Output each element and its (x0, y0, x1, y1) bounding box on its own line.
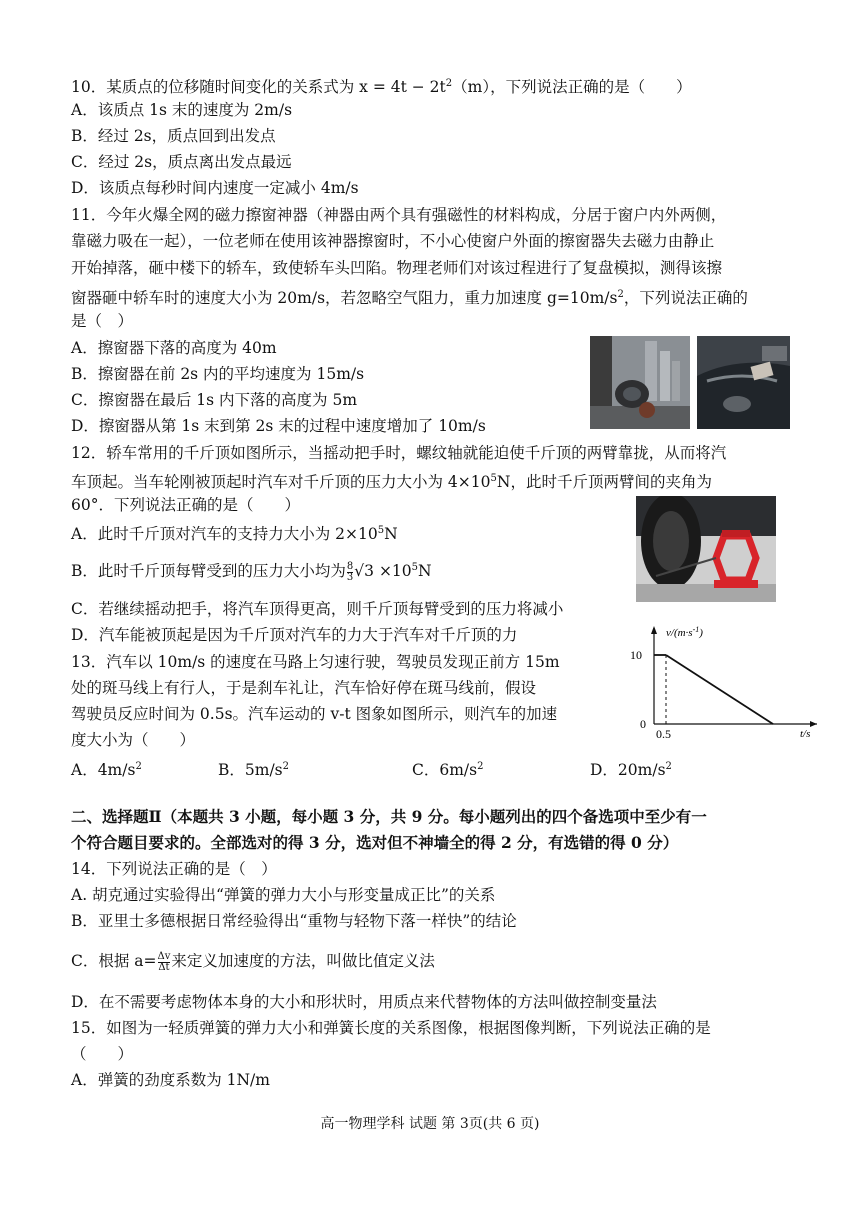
page-footer: 高一物理学科 试题 第 3页(共 6 页) (320, 1116, 540, 1132)
q12-option-a: A．此时千斤顶对汽车的支持力大小为 $2\times 10^5N$ (71, 525, 398, 544)
v-tick-10: 10 (630, 648, 642, 662)
section2-title-line2: 个符合题目要求的。全部选对的得 3 分，选对但不神墙全的得 2 分，有选错的得 0 分） (71, 833, 679, 852)
q14-option-c: C．根据 a= $\frac{\Delta v}{\Delta t}$ 来定义加速度的方法，叫做比值定义法 (71, 950, 435, 973)
window-cleaner-photo (590, 336, 690, 429)
section2-title-line1: 二、选择题Ⅱ（本题共 3 小题，每小题 3 分，共 9 分。每小题列出的四个备选项中至少有一 (71, 807, 707, 826)
q13-stem-line2: 处的斑马线上有行人，于是刹车礼让，汽车恰好停在斑马线前，假设 (71, 679, 537, 697)
v-axis-label: $v/(m\cdot s^{-1})$ (666, 625, 703, 639)
t-tick-0.5: 0.5 (656, 727, 671, 741)
q13-option-c: C．$6m/s^2$ (412, 761, 484, 780)
q13-options (71, 756, 672, 781)
q10-option-c: C．经过 2s，质点离出发点最远 (71, 153, 292, 171)
q14-option-b: B．亚里士多德根据日常经验得出“重物与轻物下落一样快”的结论 (71, 912, 517, 930)
q11-stem-line3: 开始掉落，砸中楼下的轿车，致使轿车头凹陷。物理老师们对该过程进行了复盘模拟，测得该擦 (71, 259, 723, 277)
q14-option-a: A. 胡克通过实验得出“弹簧的弹力大小与形变量成正比”的关系 (71, 886, 496, 904)
vt-graph (612, 620, 822, 742)
q13-option-d: D．$20m/s^2$ (590, 761, 672, 780)
damaged-car-photo (697, 336, 790, 429)
q10-option-d: D．该质点每秒时间内速度一定减小 4m/s (71, 179, 359, 197)
q11-stem-line1: 11．今年火爆全网的磁力擦窗神器（神器由两个具有强磁性的材料构成，分居于窗户内外两侧， (71, 206, 727, 224)
q11-stem-line2: 靠磁力吸在一起），一位老师在使用该神器擦窗时，不小心使窗户外面的擦窗器失去磁力由静止 (71, 232, 715, 250)
q11-stem-line5: 是（ ） (71, 312, 134, 330)
q13-option-b: B．$5m/s^2$ (218, 761, 290, 780)
q11-option-b: B．擦窗器在前 2s 内的平均速度为 15m/s (71, 365, 365, 383)
q12-option-b: B．此时千斤顶每臂受到的压力大小均为 $\frac{8}{3}$ $√3 \times 10^5N$ (71, 560, 432, 583)
q10-option-b: B．经过 2s，质点回到出发点 (71, 127, 276, 145)
car-jack-photo (636, 496, 776, 602)
q12-stem-line1: 12．轿车常用的千斤顶如图所示，当摇动把手时，螺纹轴就能迫使千斤顶的两臂靠拢，从而将汽 (71, 444, 727, 462)
q12-stem-line2: 车顶起。当车轮刚被顶起时汽车对千斤顶的压力大小为 $4\times 10^5N$，此时千斤顶两臂间的夹角为 (71, 473, 712, 492)
fraction-8-3: $\frac{8}{3}$ (346, 560, 354, 583)
q15-option-a: A．弹簧的劲度系数为 1N/m (71, 1071, 270, 1089)
origin-label: 0 (640, 717, 646, 731)
q14-stem: 14．下列说法正确的是（ ） (71, 860, 277, 878)
q12-option-c: C．若继续摇动把手，将汽车顶得更高，则千斤顶每臂受到的压力将减小 (71, 600, 564, 618)
q13-stem-line1: 13．汽车以 10m/s 的速度在马路上匀速行驶，驾驶员发现正前方 15m (71, 653, 560, 671)
q11-stem-line4: 窗器砸中轿车时的速度大小为 20m/s，若忽略空气阻力，重力加速度 $g=10m/s^2$，下列说法正确的 (71, 289, 748, 308)
q12-stem-line3: 60°．下列说法正确的是（ ） (71, 496, 300, 514)
q13-stem-line3: 驾驶员反应时间为 0.5s。汽车运动的 v-t 图象如图所示，则汽车的加速 (71, 705, 558, 723)
fraction-dv-dt: $\frac{\Delta v}{\Delta t}$ (157, 950, 171, 973)
q11-option-d: D．擦窗器从第 1s 末到第 2s 末的过程中速度增加了 10m/s (71, 417, 486, 435)
q11-option-c: C．擦窗器在最后 1s 内下落的高度为 5m (71, 391, 358, 409)
q10-option-a: A．该质点 1s 末的速度为 2m/s (71, 101, 293, 119)
q15-stem-line1: 15．如图为一轻质弹簧的弹力大小和弹簧长度的关系图像，根据图像判断，下列说法正确的是 (71, 1019, 711, 1037)
q11-option-a: A．擦窗器下落的高度为 40m (71, 339, 277, 357)
braking-segment (666, 655, 773, 724)
q15-stem-line2: （ ） (71, 1045, 134, 1063)
q10-stem: 10．某质点的位移随时间变化的关系式为 $x = 4t - 2t^2(m)$，下列说法正确的是（ ） (71, 78, 692, 97)
q13-stem-line4: 度大小为（ ） (71, 731, 196, 749)
q13-option-a: A．$4m/s^2$ (71, 761, 142, 780)
q14-option-d: D．在不需要考虑物体本身的大小和形状时，用质点来代替物体的方法叫做控制变量法 (71, 993, 657, 1011)
t-axis-label: t/s (800, 728, 811, 740)
q12-option-d: D．汽车能被顶起是因为千斤顶对汽车的力大于汽车对千斤顶的力 (71, 626, 518, 644)
